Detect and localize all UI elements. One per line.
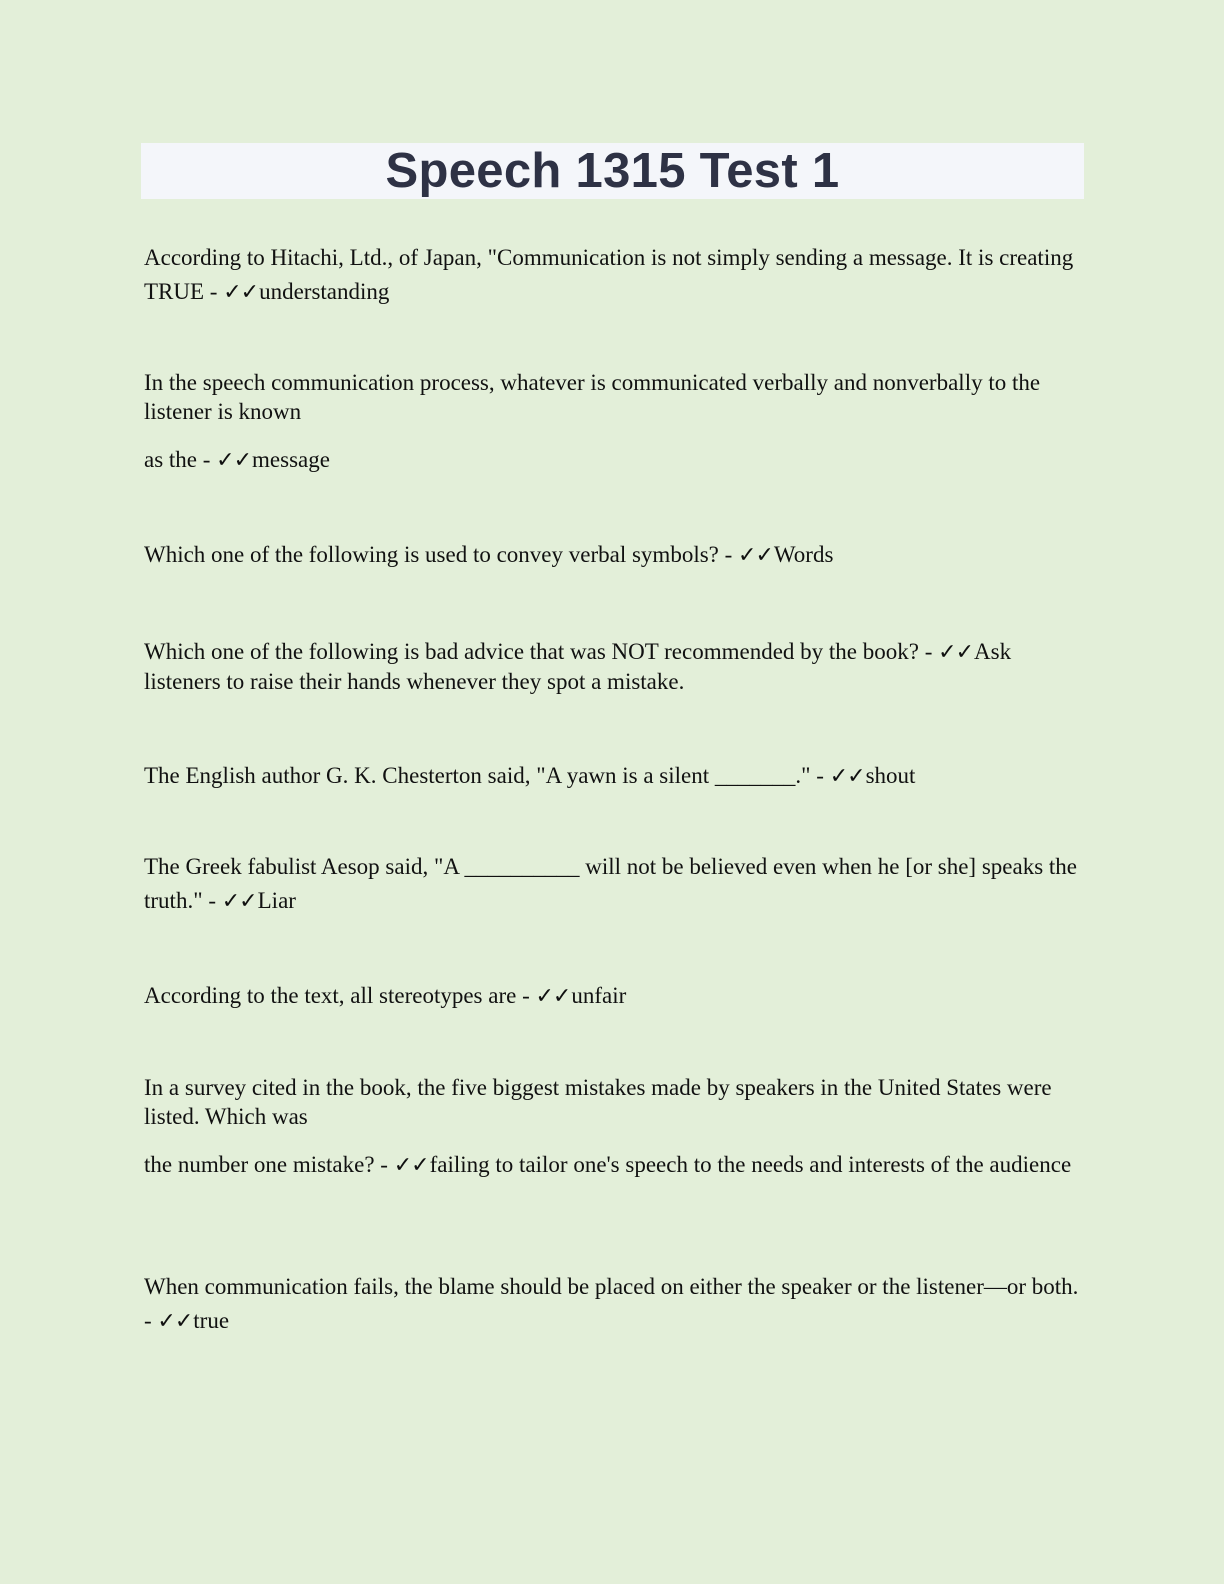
answer-text: message [252,447,330,472]
qa-item-4 [144,637,1084,696]
page-title: Speech 1315 Test 1 [385,143,840,198]
double-check-icon: ✓✓ [938,640,974,665]
qa-item-2 [144,368,1084,475]
double-check-icon: ✓✓ [535,984,571,1009]
qa-item-5 [144,761,1084,791]
question-text: In the speech communication process, whatever is communicated verbally and nonverbally to the listener is known [144,370,1041,424]
qa-item-6 [144,850,1084,919]
answer-text: Words [773,542,834,567]
qa-item-7 [144,981,1084,1011]
question-text: According to the text, all stereotypes are - [144,983,536,1008]
double-check-icon: ✓✓ [157,1309,193,1334]
answer-text: understanding [259,279,390,304]
question-text: In a survey cited in the book, the five biggest mistakes made by speakers in the United States were listed. Which was [144,1075,1052,1129]
question-text: Which one of the following is used to convey verbal symbols? - [144,542,739,567]
qa-item-9 [144,1270,1084,1339]
question-text: The Greek fabulist Aesop said, "A __________ will not be believed even when he [or she] speaks the truth." - [144,854,1077,913]
qa-item-8 [144,1073,1084,1180]
qa-item-3 [144,540,1084,570]
answer-text: Ask listeners to raise their hands whenever they spot a mistake. [144,639,1012,694]
question-text-continued: the number one mistake? - [144,1152,394,1177]
answer-text: Liar [257,888,296,913]
double-check-icon: ✓✓ [221,889,257,914]
answer-text: shout [865,763,916,788]
answer-text: true [193,1308,230,1333]
double-check-icon: ✓✓ [216,448,252,473]
answer-text: unfair [571,983,627,1008]
double-check-icon: ✓✓ [829,764,865,789]
question-text-continued: as the - [144,447,217,472]
question-text: When communication fails, the blame should be placed on either the speaker or the listener—or both. - [144,1274,1079,1333]
question-text: According to Hitachi, Ltd., of Japan, "Communication is not simply sending a message. It is creating TRUE - [144,245,1074,304]
double-check-icon: ✓✓ [393,1153,429,1178]
double-check-icon: ✓✓ [223,280,259,305]
answer-text: failing to tailor one's speech to the needs and interests of the audience [429,1152,1072,1177]
question-text: Which one of the following is bad advice that was NOT recommended by the book? - [144,639,939,664]
qa-item-1 [144,241,1084,310]
double-check-icon: ✓✓ [738,543,773,568]
title-banner [141,143,1084,199]
question-text: The English author G. K. Chesterton said, "A yawn is a silent _______." - [144,763,830,788]
